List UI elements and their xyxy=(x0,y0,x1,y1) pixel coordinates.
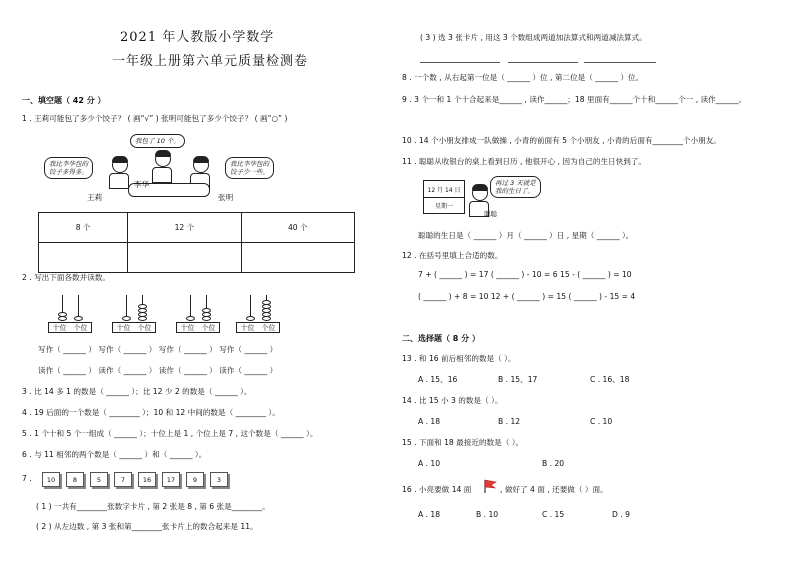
number-card: 3 xyxy=(210,472,228,487)
table-header-40: 40 个 xyxy=(241,213,354,243)
tens-label: 十位 xyxy=(240,323,255,332)
abacus-3 xyxy=(176,293,220,333)
bubble-text: 我的生日了。 xyxy=(495,187,534,195)
flag-icon xyxy=(482,478,498,494)
speech-bubble-wangli xyxy=(44,157,93,179)
abacus-4 xyxy=(236,293,280,333)
title-line-2: 一年级上册第六单元质量检测卷 xyxy=(112,54,309,69)
question-5: 5 . 1 个十和 5 个一组成（ ______ ）；十位上是 1 , 个位上是 7 , 这个数是（ ______ ）。 xyxy=(22,429,318,438)
number-card: 5 xyxy=(90,472,108,487)
question-9: 9 . 3 个一和 1 个十合起来是______ , 读作______；18 里面有______个十和______个一 , 读作______。 xyxy=(402,95,747,104)
read-row: 读作（ ______ ） 读作（ ______ ） 读作（ ______ ） 读作（ ______ ） xyxy=(38,366,278,375)
number-card: 16 xyxy=(138,472,156,487)
number-card: 17 xyxy=(162,472,180,487)
tens-label: 十位 xyxy=(116,323,131,332)
section-fill-in: 一、填空题（ 42 分 ） xyxy=(22,96,106,105)
section-multiple-choice: 二、选择题（ 8 分 ） xyxy=(402,334,480,343)
question-10: 10 . 14 个小朋友排成一队做操 , 小青的前面有 5 个小朋友 , 小青的后面有________个小朋友。 xyxy=(402,136,721,145)
tens-label: 十位 xyxy=(52,323,67,332)
table-header-12: 12 个 xyxy=(128,213,241,243)
number-card: 10 xyxy=(42,472,60,487)
option-14-a[interactable]: A . 18 xyxy=(418,417,441,426)
bubble-text: 饺子多得多。 xyxy=(49,168,88,176)
bubble-text: 我比李华包的 xyxy=(230,160,269,168)
bubble-text: 饺子少一些。 xyxy=(230,168,269,176)
option-14-c[interactable]: C . 10 xyxy=(590,417,613,426)
question-11: 11 . 聪聪从收银台的桌上看到日历 , 他很开心 , 因为自己的生日快到了。 xyxy=(402,157,647,166)
name-zhangming: 张明 xyxy=(218,193,234,202)
number-cards xyxy=(42,472,228,487)
question-2: 2 . 写出下面各数并读数。 xyxy=(22,273,111,282)
question-1: 1 . 王莉可能包了多少个饺子？ ( 画“√” ) 张明可能包了多少个饺子？ ( 画“○” ) xyxy=(22,114,288,123)
abacus-1 xyxy=(48,293,92,333)
option-13-a[interactable]: A . 15、16 xyxy=(418,375,458,384)
question-11-answer: 聪聪的生日是（ ______ ）月（ ______ ）日 , 星期（ ______ ）。 xyxy=(418,231,634,240)
option-13-b[interactable]: B . 15、17 xyxy=(498,375,538,384)
question-3: 3 . 比 14 多 1 的数是（ ______ ）；比 12 少 2 的数是（ ______ ）。 xyxy=(22,387,252,396)
answer-line[interactable] xyxy=(420,62,500,63)
answer-cell[interactable] xyxy=(241,243,354,273)
question-14: 14 . 比 15 小 3 的数是（ ）。 xyxy=(402,396,503,405)
tens-label: 十位 xyxy=(180,323,195,332)
answer-cell[interactable] xyxy=(39,243,128,273)
kid-lihua xyxy=(155,151,172,183)
answer-line[interactable] xyxy=(508,62,578,63)
answer-cell[interactable] xyxy=(128,243,241,273)
question-8: 8 . 一个数 , 从右起第一位是（ ______ ）位 , 第二位是（ ______ ）位。 xyxy=(402,73,644,82)
question-6: 6 . 与 11 相邻的两个数是（ ______ ）和（ ______ ）。 xyxy=(22,450,207,459)
answer-line[interactable] xyxy=(584,62,656,63)
option-15-b[interactable]: B . 20 xyxy=(542,459,565,468)
question-4: 4 . 19 后面的一个数是（ ________ ）；10 和 12 中间的数是（ ________ ）。 xyxy=(22,408,280,417)
question-7-3: ( 3 ) 选 3 张卡片 , 用这 3 个数组成两道加法算式和两道减法算式。 xyxy=(420,33,647,42)
option-16-d[interactable]: D . 9 xyxy=(612,510,630,519)
option-16-b[interactable]: B . 10 xyxy=(476,510,499,519)
ones-label: 个位 xyxy=(73,323,88,332)
option-16-a[interactable]: A . 18 xyxy=(418,510,441,519)
bubble-text: 我比李华包的 xyxy=(49,160,88,168)
question-12-row-2: ( ______ ) + 8 = 10 12 + ( ______ ) = 15 ( ______ ) - 15 = 4 xyxy=(418,292,636,301)
question-15: 15 . 下面和 18 最接近的数是（ ）。 xyxy=(402,438,524,447)
ones-label: 个位 xyxy=(261,323,276,332)
question-7-2: ( 2 ) 从左边数 , 第 3 张和第________张卡片上的数合起来是 11。 xyxy=(36,522,258,531)
speech-bubble-zhangming xyxy=(225,157,274,179)
question-13: 13 . 和 16 前后相邻的数是（ ）。 xyxy=(402,354,516,363)
number-card: 7 xyxy=(114,472,132,487)
number-card: 8 xyxy=(66,472,84,487)
name-wangli: 王莉 xyxy=(87,193,103,202)
speech-bubble-congcong xyxy=(490,176,541,198)
question-16-part-2: , 做好了 4 面 , 还要做（ ）面。 xyxy=(500,485,608,494)
calendar-weekday: 星期一 xyxy=(434,203,453,210)
question-12-row-1: 7 + ( ______ ) = 17 ( ______ ) - 10 = 6 15 - ( ______ ) = 10 xyxy=(418,270,632,279)
number-card: 9 xyxy=(186,472,204,487)
question-12: 12 . 在括号里填上合适的数。 xyxy=(402,251,503,260)
question-7: 7 . xyxy=(22,474,32,483)
table-header-8: 8 个 xyxy=(39,213,128,243)
speech-bubble-lihua: 我包了 10 个。 xyxy=(130,134,185,148)
option-13-c[interactable]: C . 16、18 xyxy=(590,375,630,384)
calendar-date: 12 月 14 日 xyxy=(424,181,464,198)
calendar xyxy=(423,180,465,214)
write-row: 写作（ ______ ） 写作（ ______ ） 写作（ ______ ） 写作（ ______ ） xyxy=(38,345,278,354)
option-16-c[interactable]: C . 15 xyxy=(542,510,565,519)
question-16-part-1: 16 . 小亮要做 14 面 xyxy=(402,485,472,494)
name-congcong: 聪聪 xyxy=(484,210,497,218)
name-lihua: 李华 xyxy=(134,180,150,189)
ones-label: 个位 xyxy=(201,323,216,332)
dumpling-count-table xyxy=(38,212,355,273)
abacus-2 xyxy=(112,293,156,333)
bubble-text: 再过 3 天就是 xyxy=(495,179,536,187)
option-15-a[interactable]: A . 10 xyxy=(418,459,441,468)
title-line-1: 2021 年人教版小学数学 xyxy=(120,30,275,45)
kid-wangli xyxy=(112,157,129,189)
question-7-1: ( 1 ) 一共有________张数字卡片 , 第 2 张是 8 , 第 6 张是________。 xyxy=(36,502,270,511)
ones-label: 个位 xyxy=(137,323,152,332)
option-14-b[interactable]: B . 12 xyxy=(498,417,521,426)
